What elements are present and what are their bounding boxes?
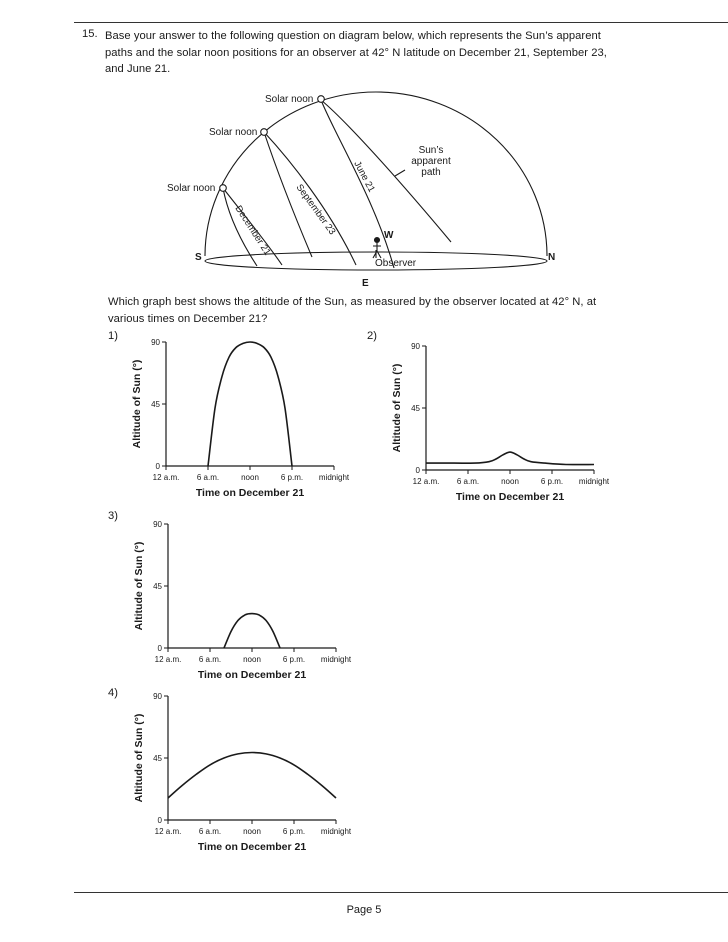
axes (168, 696, 336, 820)
graph-option-4[interactable] (130, 688, 364, 860)
x-tick-label: 6 p.m. (280, 473, 304, 482)
solar-noon-june-marker (318, 96, 325, 103)
x-axis-label: Time on December 21 (197, 669, 307, 681)
option-4-label[interactable]: 4) (108, 687, 118, 699)
x-tick-label: noon (243, 827, 261, 836)
december-path-label: December 21 (232, 203, 273, 258)
x-tick-label: midnight (578, 477, 610, 486)
graph-option-2[interactable] (388, 338, 622, 510)
x-tick-label: noon (243, 655, 261, 664)
suns-path-label-2: apparent (411, 156, 451, 167)
sun-altitude-curve (426, 452, 594, 464)
y-tick-label: 0 (157, 816, 162, 825)
x-axis-label: Time on December 21 (195, 487, 305, 499)
graph-option-3[interactable] (130, 516, 364, 688)
september-path-label: September 23 (293, 182, 338, 238)
page-number: Page 5 (346, 904, 382, 916)
top-rule (74, 22, 728, 23)
solar-noon-label-december: Solar noon (167, 183, 216, 194)
suns-path-label-3: path (421, 167, 441, 178)
x-tick-label: 6 a.m. (198, 827, 222, 836)
y-tick-label: 0 (415, 466, 420, 475)
x-axis-label: Time on December 21 (197, 841, 307, 853)
prompt-line-1: Which graph best shows the altitude of the Sun, as measured by the observer located at 42° N, at (108, 296, 597, 308)
y-tick-label: 90 (411, 342, 420, 351)
prompt-line-2: various times on December 21? (108, 312, 268, 325)
north-label: N (548, 252, 556, 263)
x-tick-label: 12 a.m. (412, 477, 440, 486)
x-tick-label: 6 p.m. (282, 655, 306, 664)
y-axis-label: Altitude of Sun (°) (131, 359, 143, 449)
sun-altitude-curve (168, 753, 336, 799)
x-tick-label: 6 a.m. (196, 473, 220, 482)
x-tick-label: 6 p.m. (282, 827, 306, 836)
solar-noon-december-marker (220, 185, 227, 192)
y-tick-label: 90 (151, 338, 160, 347)
question-number: 15. (82, 28, 98, 40)
sun-path-diagram (167, 84, 580, 294)
x-tick-label: 6 a.m. (456, 477, 480, 486)
bottom-rule (74, 892, 728, 893)
option-2-label[interactable]: 2) (367, 330, 377, 342)
y-axis-label: Altitude of Sun (°) (391, 363, 403, 453)
june-path (321, 100, 451, 268)
y-tick-label: 90 (153, 520, 162, 529)
y-tick-label: 0 (157, 644, 162, 653)
observer-label: Observer (375, 258, 417, 269)
x-axis-label: Time on December 21 (455, 491, 565, 503)
west-label: W (384, 230, 394, 241)
x-tick-label: midnight (320, 827, 352, 836)
question-line-3: and June 21. (105, 63, 171, 75)
sun-altitude-curve (224, 614, 280, 648)
y-axis-label: Altitude of Sun (°) (133, 541, 145, 631)
y-tick-label: 0 (155, 462, 160, 471)
x-tick-label: 12 a.m. (152, 473, 180, 482)
axes (168, 524, 336, 648)
y-tick-label: 45 (411, 404, 420, 413)
solar-noon-label-september: Solar noon (209, 127, 258, 138)
y-tick-label: 45 (153, 582, 162, 591)
x-tick-label: 12 a.m. (154, 827, 182, 836)
y-tick-label: 45 (151, 400, 160, 409)
question-line-2: paths and the solar noon positions for an observer at 42° N latitude on December 21, September 23, (105, 46, 607, 59)
suns-path-label-1: Sun’s (418, 145, 444, 156)
option-1-label[interactable]: 1) (108, 330, 118, 342)
x-tick-label: noon (501, 477, 519, 486)
x-tick-label: 12 a.m. (154, 655, 182, 664)
sun-altitude-curve (208, 342, 292, 466)
x-tick-label: 6 a.m. (198, 655, 222, 664)
question-line-1: Base your answer to the following question on diagram below, which represents the Sun’s apparent (105, 30, 601, 42)
x-tick-label: midnight (318, 473, 350, 482)
x-tick-label: 6 p.m. (540, 477, 564, 486)
y-axis-label: Altitude of Sun (°) (133, 713, 145, 803)
east-label: E (362, 278, 369, 289)
y-tick-label: 45 (153, 754, 162, 763)
graph-option-1[interactable] (128, 334, 362, 506)
solar-noon-september-marker (261, 129, 268, 136)
solar-noon-label-june: Solar noon (265, 94, 314, 105)
sun-path-pointer (395, 170, 405, 176)
y-tick-label: 90 (153, 692, 162, 701)
x-tick-label: midnight (320, 655, 352, 664)
south-label: S (195, 252, 202, 263)
observer-figure (373, 238, 381, 259)
x-tick-label: noon (241, 473, 259, 482)
june-path-label: June 21 (351, 159, 377, 195)
option-3-label[interactable]: 3) (108, 510, 118, 522)
axes (166, 342, 334, 466)
